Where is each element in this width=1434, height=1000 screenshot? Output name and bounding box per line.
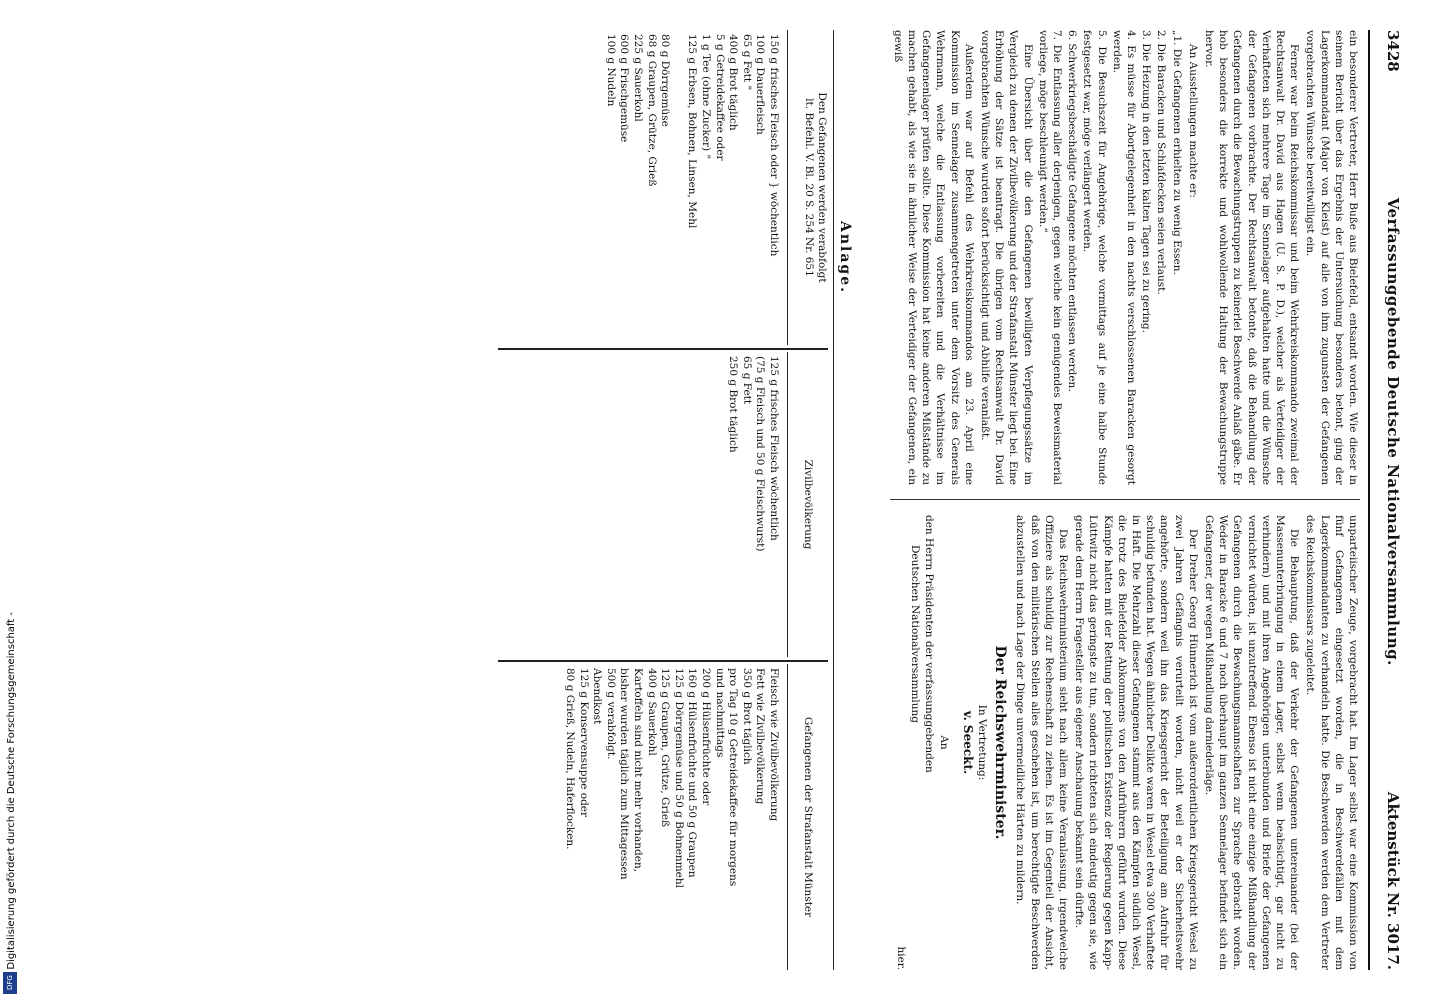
table-cell: Fett wie Zivilbevölkerung <box>754 668 767 805</box>
table-divider <box>498 660 828 662</box>
digitization-credit <box>0 0 22 1000</box>
paragraph: Eine Übersicht über die den Gefangenen bewilligten Verpflegungssätze im Vergleich zu denen der Zivilbevölkerung und der Strafanstalt Münster liegt bei. Eine Erhöhung der Sätze ist beantragt. Die übrigen vom Rechtsanwalt Dr. David vorgebrachten Wünsche wurden sofort berücksichtigt und Abhilfe veranlaßt. <box>978 30 1034 485</box>
list-item: 2. Die Baracken und Schlafdecken seien verlaust. <box>1155 30 1168 295</box>
table-header-civilian: Zivilbevölkerung <box>787 352 828 657</box>
left-column <box>889 30 1361 485</box>
running-head <box>1374 30 1400 970</box>
table-cell: 225 g Sauerkohl <box>632 34 645 122</box>
table-cell: 125 g Erbsen, Bohnen, Linsen, Mehl <box>686 34 699 229</box>
signature-name: v. Seeckt. <box>960 710 975 775</box>
addressee-place: hier. <box>894 946 907 970</box>
signature-block <box>961 515 1008 970</box>
rotated-document-page <box>100 30 1400 970</box>
header-text: Den Gefangenen werden verabfolgt <box>816 92 828 283</box>
table-header-prisoners <box>787 30 828 345</box>
list-item: 3. Die Heizung in den letzten kalten Tagen sei zu gering. <box>1140 30 1153 333</box>
table-cell: 600 g Frischgemüse <box>618 34 631 143</box>
table-column-prisoners <box>603 34 780 344</box>
table-cell: 80 g Grieß, Nudeln, Haferflocken. <box>564 668 577 850</box>
paragraph: An Ausstellungen machte er: <box>1186 44 1199 198</box>
table-cell: 350 g Brot täglich <box>740 668 753 765</box>
page-number: 3428 <box>1384 30 1402 72</box>
table-cell: 200 g Hülsenfrüchte oder <box>700 668 713 806</box>
table-cell: 65 g Fett <box>740 356 753 405</box>
table-cell: Abendkost <box>591 668 604 725</box>
table-cell: 100 g Nudeln <box>604 34 617 107</box>
table-cell: 125 g Konservensuppe oder <box>577 668 590 818</box>
credit-text: Digitalisierung gefördert durch die Deutsche Forschungsgemeinschaft - <box>5 612 17 970</box>
list-item: 6. Schwerkriegsbeschädigte Gefangene möchten entlassen werden. <box>1066 30 1079 392</box>
page-title: Verfassunggebende Deutsche Nationalversammlung. <box>1384 197 1402 666</box>
addressee-line: Deutschen Nationalversammlung <box>909 545 922 724</box>
table-cell: 250 g Brot täglich <box>727 356 740 453</box>
table-cell: Fleisch wie Zivilbevölkerung <box>768 668 780 822</box>
document-number: Aktenstück Nr. 3017. <box>1384 791 1402 970</box>
paragraph: Ferner war beim Reichskommissar und beim Wehrkreiskommando zweimal der Rechtsanwalt Dr. David aus Hagen (U. S. P. D.), welcher als Verteidiger der Verhafteten sich mehrere Tage im Sennelager aufgehalten hatte und die Wünsche der Gefangenen vorbrachte. Der Rechtsanwalt betonte, daß die Behandlung der Gefangenen durch die Bewachungstruppen zu keinerlei Beschwerde Anlaß gäbe. Er hob besonders die korrekte und wohlwollende Haltung der Bewachungstruppe hervor. <box>1202 30 1301 485</box>
table-cell: 65 g Fett " <box>740 34 753 91</box>
paragraph: Der Dreher Georg Hünnerich ist vom außerordentlichen Kriegsgericht Wesel zu zwei Jahren Gefängnis verurteilt worden, nicht weil er der Sicherheitswehr angehörte, sondern weil ihn das Kriegsgericht der Beteiligung am Aufruhr für schuldig befunden hat. Wegen ähnlicher Delikte waren in Wesel etwa 300 Verhaftete in Haft. Die Mehrzahl dieser Gefangenen stammt aus den Kämpfen südlich Wesel, die trotz des Bielefelder Abkommens von den Aufrührern geführt wurden. Diese Kämpfe hatten mit der Rettung der politischen Existenz der Regierung gegen Kapp-Lüttwitz nicht das geringste zu tun, sondern richteten sich eindeutig gegen sie, wie gerade dem Herrn Fragesteller aus eigener Anschauung bekannt sein dürfte. <box>1073 515 1199 970</box>
list-item: „1. Die Gefangenen erhielten zu wenig Essen. <box>1170 30 1183 275</box>
anlage-rule <box>833 30 834 970</box>
right-column <box>894 515 1360 970</box>
rations-table <box>488 30 828 970</box>
table-cell: pro Tag 10 g Getreidekaffee für morgens <box>727 668 740 887</box>
list-item: 4. Es müsse für Abortgelegenheit in den nachts verschlossenen Baracken gesorgt werden. <box>1110 30 1137 485</box>
addressee-block <box>894 515 951 970</box>
list-item: 5. Die Besuchszeit für Angehörige, welche vormittags auf je eine halbe Stunde festgesetzt war, möge verlängert werden. <box>1081 30 1108 485</box>
table-cell: 5 g Getreidekaffee oder <box>713 34 726 161</box>
table-cell: 125 g Dörrgemüse und 50 g Bohnenmehl <box>672 668 685 888</box>
paragraph: Die Behauptung, daß der Verkehr der Gefangenen untereinander (bei der Massenunterbringung in einem Lager, selbst wenn beabsichtigt, gar nicht zu verhindern) und mit ihren Angehörigen unterbunden und Briefe der Gefangenen vernichtet würden, ist unzutreffend. Ebenso ist nicht eine einzige Mißhandlung der Gefangenen durch die Bewachungsmannschaften zur Sprache gebracht worden. Weder in Baracke 6 und 7 noch überhaupt im ganzen Sennelager befindet sich ein Gefangener, der wegen Mißhandlung darniederläge. <box>1202 515 1301 970</box>
paragraph: ein besonderer Vertreter, Herr Buße aus Bielefeld, entsandt worden. Wie dieser in seinem Bericht über das Ergebnis der Untersuchung besonders betont, ging der Lagerkommandant (Major von Kleist) auf alle von ihm zugunsten der Gefangenen vorgebrachten Wünsche bereitwilligst ein. <box>1304 30 1359 485</box>
header-ref: lt. Befehl. V. Bl. 20 S. 254 Nr. 651 <box>803 98 815 277</box>
dfg-logo-icon: DFG <box>3 972 17 994</box>
complaint-list <box>1036 30 1184 485</box>
paragraph: Das Reichswehrministerium sieht nach allem keine Veranlassung, irgendwelche Offiziere als schuldig zur Rechenschaft zu ziehen. Es ist im Gegenteil der Ansicht, daß von den militärischen Stellen alles geschehen ist, um berechtigte Beschwerden abzustellen und nach Lage der Dinge unvermeidliche Härten zu mildern. <box>1014 515 1069 970</box>
table-cell: 80 g Dörrgemüse <box>659 34 672 127</box>
signature-deputy: In Vertretung: <box>975 704 988 781</box>
table-cell: 400 g Brot täglich <box>727 34 740 131</box>
table-cell: (75 g Fleisch und 50 g Fleischwurst) <box>754 356 767 552</box>
addressee-line: den Herrn Präsidenten der verfassunggebenden <box>923 515 936 773</box>
table-cell: Kartoffeln sind nicht mehr vorhanden, <box>632 668 645 873</box>
paragraph: Außerdem war auf Befehl des Wehrkreiskommandos am 23. April eine Kommission im Sennelager zusammengetreten unter dem Vorsitz des Generals Wehrmann, welche die Entlassung vorbereiten und die Verhältnisse im Gefangenenlager prüfen sollte. Diese Kommission hat keine anderen Mißstände zu machen gehabt, als wie sie in ähnlicher Weise der Verteidiger der Gefangenen, ein gewiß <box>891 30 975 485</box>
table-cell: 1 g Tee (ohne Zucker) " <box>700 34 713 160</box>
table-cell: 100 g Dauerfleisch <box>754 34 767 135</box>
list-item: 7. Die Entlassung aller derjenigen, gegen welche kein genügendes Beweismaterial vorliege, möge beschleunigt werden.“ <box>1036 30 1063 485</box>
table-cell: 68 g Graupen, Grütze, Grieß <box>645 34 658 187</box>
table-cell <box>671 34 685 344</box>
table-column-civilian <box>726 356 780 656</box>
table-cell: 160 g Hülsenfrüchte und 50 g Graupen <box>686 668 699 878</box>
table-cell: 125 g Graupen, Grütze, Grieß <box>659 668 672 828</box>
header-rule <box>1368 30 1370 970</box>
paragraph: unparteiischer Zeuge, vorgebracht hat. Im Lager selbst war eine Kommission von fünf Gefangenen eingesetzt worden, die in Beschwerdefällen mit dem Lagerkommandanten zu verhandeln hatte. Die Beschwerden werden dem Vertreter des Reichskommissars zugeleitet. <box>1304 515 1359 970</box>
table-cell: 125 g frisches Fleisch wöchentlich <box>768 356 780 541</box>
table-cell: bisher wurden täglich zum Mittagessen <box>618 668 631 880</box>
table-column-prison <box>563 668 781 968</box>
table-cell: 400 g Sauerkohl <box>645 668 658 756</box>
table-cell: und nachmittags <box>713 668 726 758</box>
table-header-prison: Gefangenen der Strafanstalt Münster <box>787 664 828 970</box>
column-divider <box>890 499 1360 500</box>
signature-office: Der Reichswehrminister. <box>992 645 1009 840</box>
table-cell: 500 g verabfolgt. <box>604 668 617 760</box>
anlage-title: Anlage. <box>837 220 853 294</box>
table-divider <box>498 348 828 350</box>
addressee-an: An <box>937 735 950 750</box>
table-cell: 150 g frisches Fleisch oder } wöchentlich <box>768 34 780 257</box>
